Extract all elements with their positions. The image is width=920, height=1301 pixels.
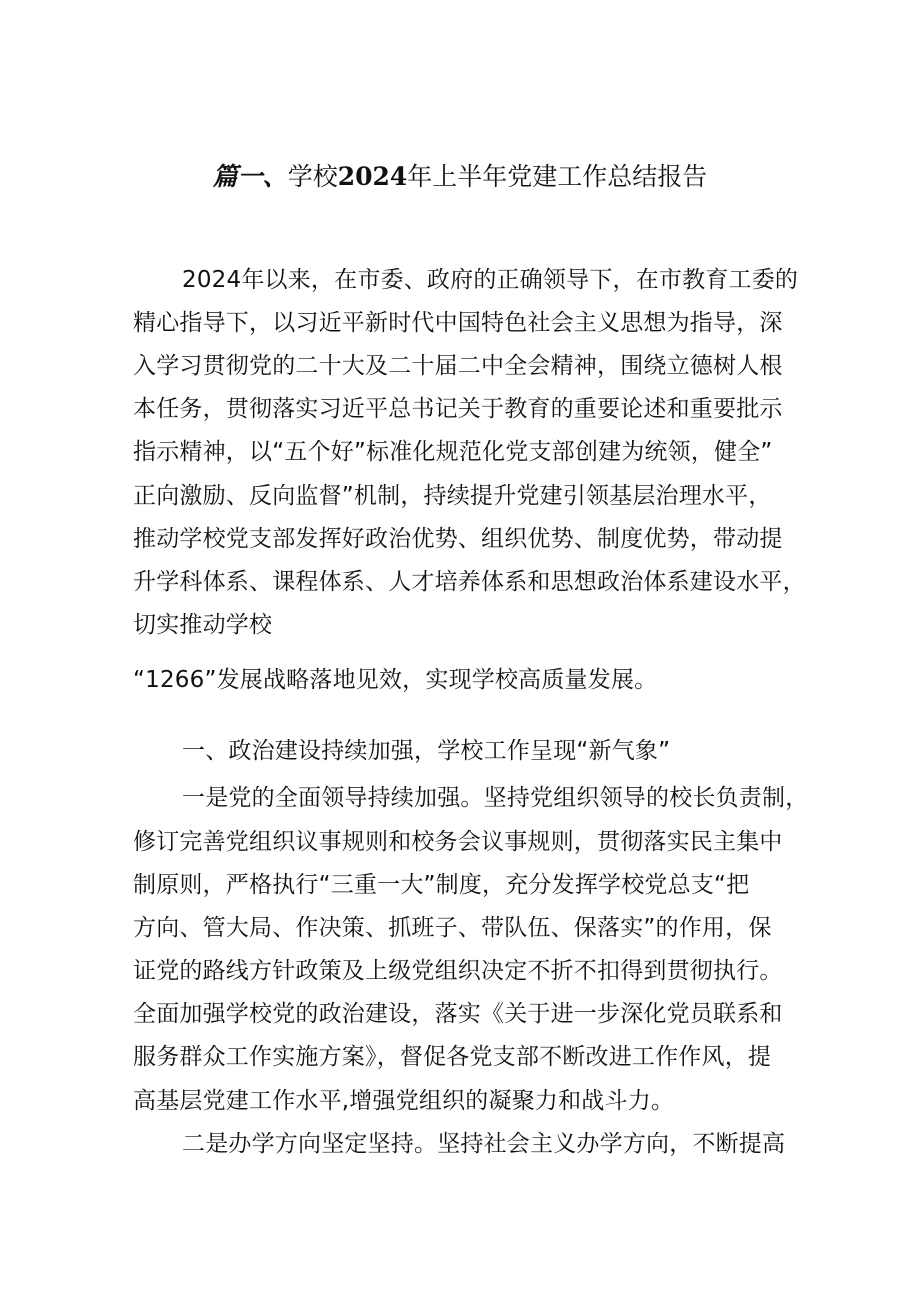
title-year: 2024 — [337, 162, 408, 191]
paragraph-line: 证党的路线方针政策及上级党组织决定不折不扣得到贯彻执行。 — [133, 958, 783, 984]
intro-line: 2024年以来，在市委、政府的正确领导下，在市教育工委的 — [182, 267, 799, 293]
paragraph-line: 方向、管大局、作决策、抓班子、带队伍、保落实”的作用，保 — [133, 915, 772, 941]
intro-line: 切实推动学校 — [133, 612, 273, 638]
title-part1: 学校 — [287, 162, 338, 191]
title-prefix: 篇一、 — [212, 162, 288, 191]
intro-line: 正向激励、反向监督”机制，持续提升党建引领基层治理水平， — [133, 483, 772, 509]
paragraph-line: 高基层党建工作水平,增强党组织的凝聚力和战斗力。 — [133, 1088, 675, 1114]
title-part2: 年上半年党建工作总结报告 — [407, 162, 708, 191]
intro-line: 推动学校党支部发挥好政治优势、组织优势、制度优势，带动提 — [133, 526, 783, 552]
paragraph-line: 二是办学方向坚定坚持。坚持社会主义办学方向，不断提高 — [182, 1131, 786, 1157]
paragraph-line: 全面加强学校党的政治建设，落实《关于进一步深化党员联系和 — [133, 1001, 783, 1027]
intro-line: 升学科体系、课程体系、人才培养体系和思想政治体系建设水平， — [133, 569, 806, 595]
paragraph-line: 制原则，严格执行“三重一大”制度，充分发挥学校党总支“把 — [133, 872, 750, 898]
intro-line: 指示精神，以“五个好”标准化规范化党支部创建为统领，健全” — [133, 439, 773, 465]
intro-line: 入学习贯彻党的二十大及二十届二中全会精神，围绕立德树人根 — [133, 353, 783, 379]
paragraph-line: 服务群众工作实施方案》，督促各党支部不断改进工作作风，提 — [133, 1044, 772, 1070]
paragraph-line: 一是党的全面领导持续加强。坚持党组织领导的校长负责制， — [182, 785, 809, 811]
intro-tail-line: “1266”发展战略落地见效，实现学校高质量发展。 — [133, 667, 658, 693]
document-title — [0, 160, 920, 194]
section-heading: 一、政治建设持续加强，学校工作呈现“新气象” — [182, 738, 671, 764]
paragraph-line: 修订完善党组织议事规则和校务会议事规则，贯彻落实民主集中 — [133, 829, 783, 855]
intro-line: 本任务，贯彻落实习近平总书记关于教育的重要论述和重要批示 — [133, 396, 783, 422]
intro-line: 精心指导下，以习近平新时代中国特色社会主义思想为指导，深 — [133, 310, 783, 336]
